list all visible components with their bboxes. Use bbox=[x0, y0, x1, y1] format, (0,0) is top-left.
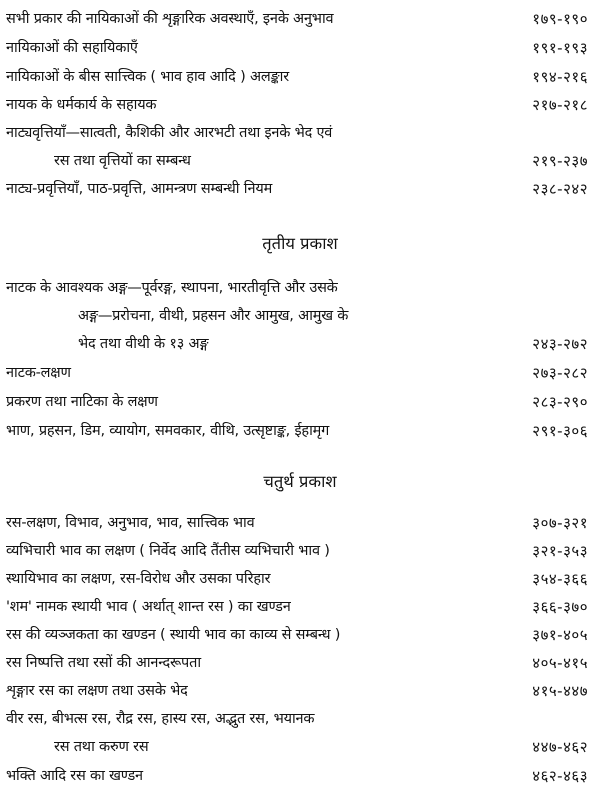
toc-entry-line bbox=[0, 120, 600, 146]
toc-entry bbox=[0, 734, 600, 760]
toc-entry bbox=[0, 6, 600, 32]
entry-title: भक्ति आदि रस का खण्डन bbox=[6, 768, 143, 784]
entry-title-line3: भेद तथा वीथी के १३ अङ्ग bbox=[78, 336, 209, 352]
entry-title: शृङ्गार रस का लक्षण तथा उसके भेद bbox=[6, 683, 188, 699]
entry-pages: ३६६-३७० bbox=[532, 598, 588, 616]
entry-title: रस की व्यञ्जकता का खण्डन ( स्थायी भाव का काव्य से सम्बन्ध ) bbox=[6, 627, 341, 643]
toc-entry bbox=[0, 594, 600, 620]
entry-pages: १९१-१९३ bbox=[532, 39, 588, 57]
toc-entry bbox=[0, 622, 600, 648]
entry-pages: २९१-३०६ bbox=[532, 422, 588, 440]
toc-entry bbox=[0, 763, 600, 789]
entry-title: नाटक-लक्षण bbox=[6, 365, 71, 381]
entry-pages: ३२१-३५३ bbox=[532, 542, 588, 560]
entry-pages: २७३-२८२ bbox=[532, 364, 588, 382]
entry-title: 'शम' नामक स्थायी भाव ( अर्थात् शान्त रस ) का खण्डन bbox=[6, 599, 291, 615]
entry-title: नायिकाओं की सहायिकाएँ bbox=[6, 40, 138, 56]
toc-entry bbox=[0, 64, 600, 90]
entry-title: सभी प्रकार की नायिकाओं की शृङ्गारिक अवस्थाएँ, इनके अनुभाव bbox=[6, 11, 334, 27]
entry-pages: २४३-२७२ bbox=[532, 335, 588, 353]
toc-entry-line bbox=[0, 275, 600, 301]
entry-pages: २१९-२३७ bbox=[532, 152, 588, 170]
entry-pages: ४६२-४६३ bbox=[532, 767, 588, 785]
toc-entry bbox=[0, 510, 600, 536]
section-heading-4: चतुर्थ प्रकाश bbox=[263, 472, 337, 491]
entry-title-line1: नाटक के आवश्यक अङ्ग—पूर्वरङ्ग, स्थापना, भारतीवृत्ति और उसके bbox=[6, 280, 338, 296]
toc-entry bbox=[0, 35, 600, 61]
entry-title-line1: वीर रस, बीभत्स रस, रौद्र रस, हास्य रस, अद्भुत रस, भयानक bbox=[6, 711, 315, 727]
entry-title-line2: अङ्ग—प्ररोचना, वीथी, प्रहसन और आमुख, आमुख के bbox=[78, 308, 349, 324]
entry-title-line2: रस तथा करुण रस bbox=[54, 739, 149, 755]
entry-pages: ४०५-४१५ bbox=[532, 654, 588, 672]
entry-title-line1: नाट्यवृत्तियाँ—सात्वती, कैशिकी और आरभटी तथा इनके भेद एवं bbox=[6, 125, 333, 141]
entry-title: भाण, प्रहसन, डिम, व्यायोग, समवकार, वीथि, उत्सृष्टाङ्क, ईहामृग bbox=[6, 423, 330, 439]
section-heading-3: तृतीय प्रकाश bbox=[262, 234, 338, 253]
entry-title: रस निष्पत्ति तथा रसों की आनन्दरूपता bbox=[6, 655, 201, 671]
entry-pages: २८३-२९० bbox=[532, 393, 588, 411]
toc-entry bbox=[0, 678, 600, 704]
entry-title: प्रकरण तथा नाटिका के लक्षण bbox=[6, 394, 158, 410]
toc-entry bbox=[0, 650, 600, 676]
toc-entry-line bbox=[0, 303, 600, 329]
entry-pages: २१७-२१८ bbox=[532, 96, 588, 114]
toc-entry bbox=[0, 389, 600, 415]
toc-entry bbox=[0, 418, 600, 444]
toc-entry bbox=[0, 566, 600, 592]
toc-entry-line bbox=[0, 706, 600, 732]
entry-pages: ३०७-३२१ bbox=[532, 514, 588, 532]
toc-entry bbox=[0, 538, 600, 564]
entry-pages: १७९-१९० bbox=[532, 10, 588, 28]
entry-pages: ४१५-४४७ bbox=[532, 682, 588, 700]
toc-entry bbox=[0, 360, 600, 386]
toc-entry bbox=[0, 148, 600, 174]
entry-pages: १९४-२१६ bbox=[532, 68, 588, 86]
toc-entry bbox=[0, 92, 600, 118]
entry-title: नायिकाओं के बीस सात्त्विक ( भाव हाव आदि ) अलङ्कार bbox=[6, 69, 289, 85]
entry-pages: ३७१-४०५ bbox=[532, 626, 588, 644]
entry-title: व्यभिचारी भाव का लक्षण ( निर्वेद आदि तैंतीस व्यभिचारी भाव ) bbox=[6, 543, 330, 559]
toc-entry bbox=[0, 176, 600, 202]
entry-title: नाट्य-प्रवृत्तियाँ, पाठ-प्रवृत्ति, आमन्त्रण सम्बन्धी नियम bbox=[6, 181, 273, 197]
toc-entry bbox=[0, 331, 600, 357]
entry-pages: ३५४-३६६ bbox=[532, 570, 588, 588]
entry-pages: ४४७-४६२ bbox=[532, 738, 588, 756]
entry-title: स्थायिभाव का लक्षण, रस-विरोध और उसका परिहार bbox=[6, 571, 271, 587]
entry-pages: २३८-२४२ bbox=[532, 180, 588, 198]
entry-title: नायक के धर्मकार्य के सहायक bbox=[6, 97, 157, 113]
entry-title: रस-लक्षण, विभाव, अनुभाव, भाव, सात्त्विक भाव bbox=[6, 515, 255, 531]
entry-title-line2: रस तथा वृत्तियों का सम्बन्ध bbox=[54, 153, 191, 169]
